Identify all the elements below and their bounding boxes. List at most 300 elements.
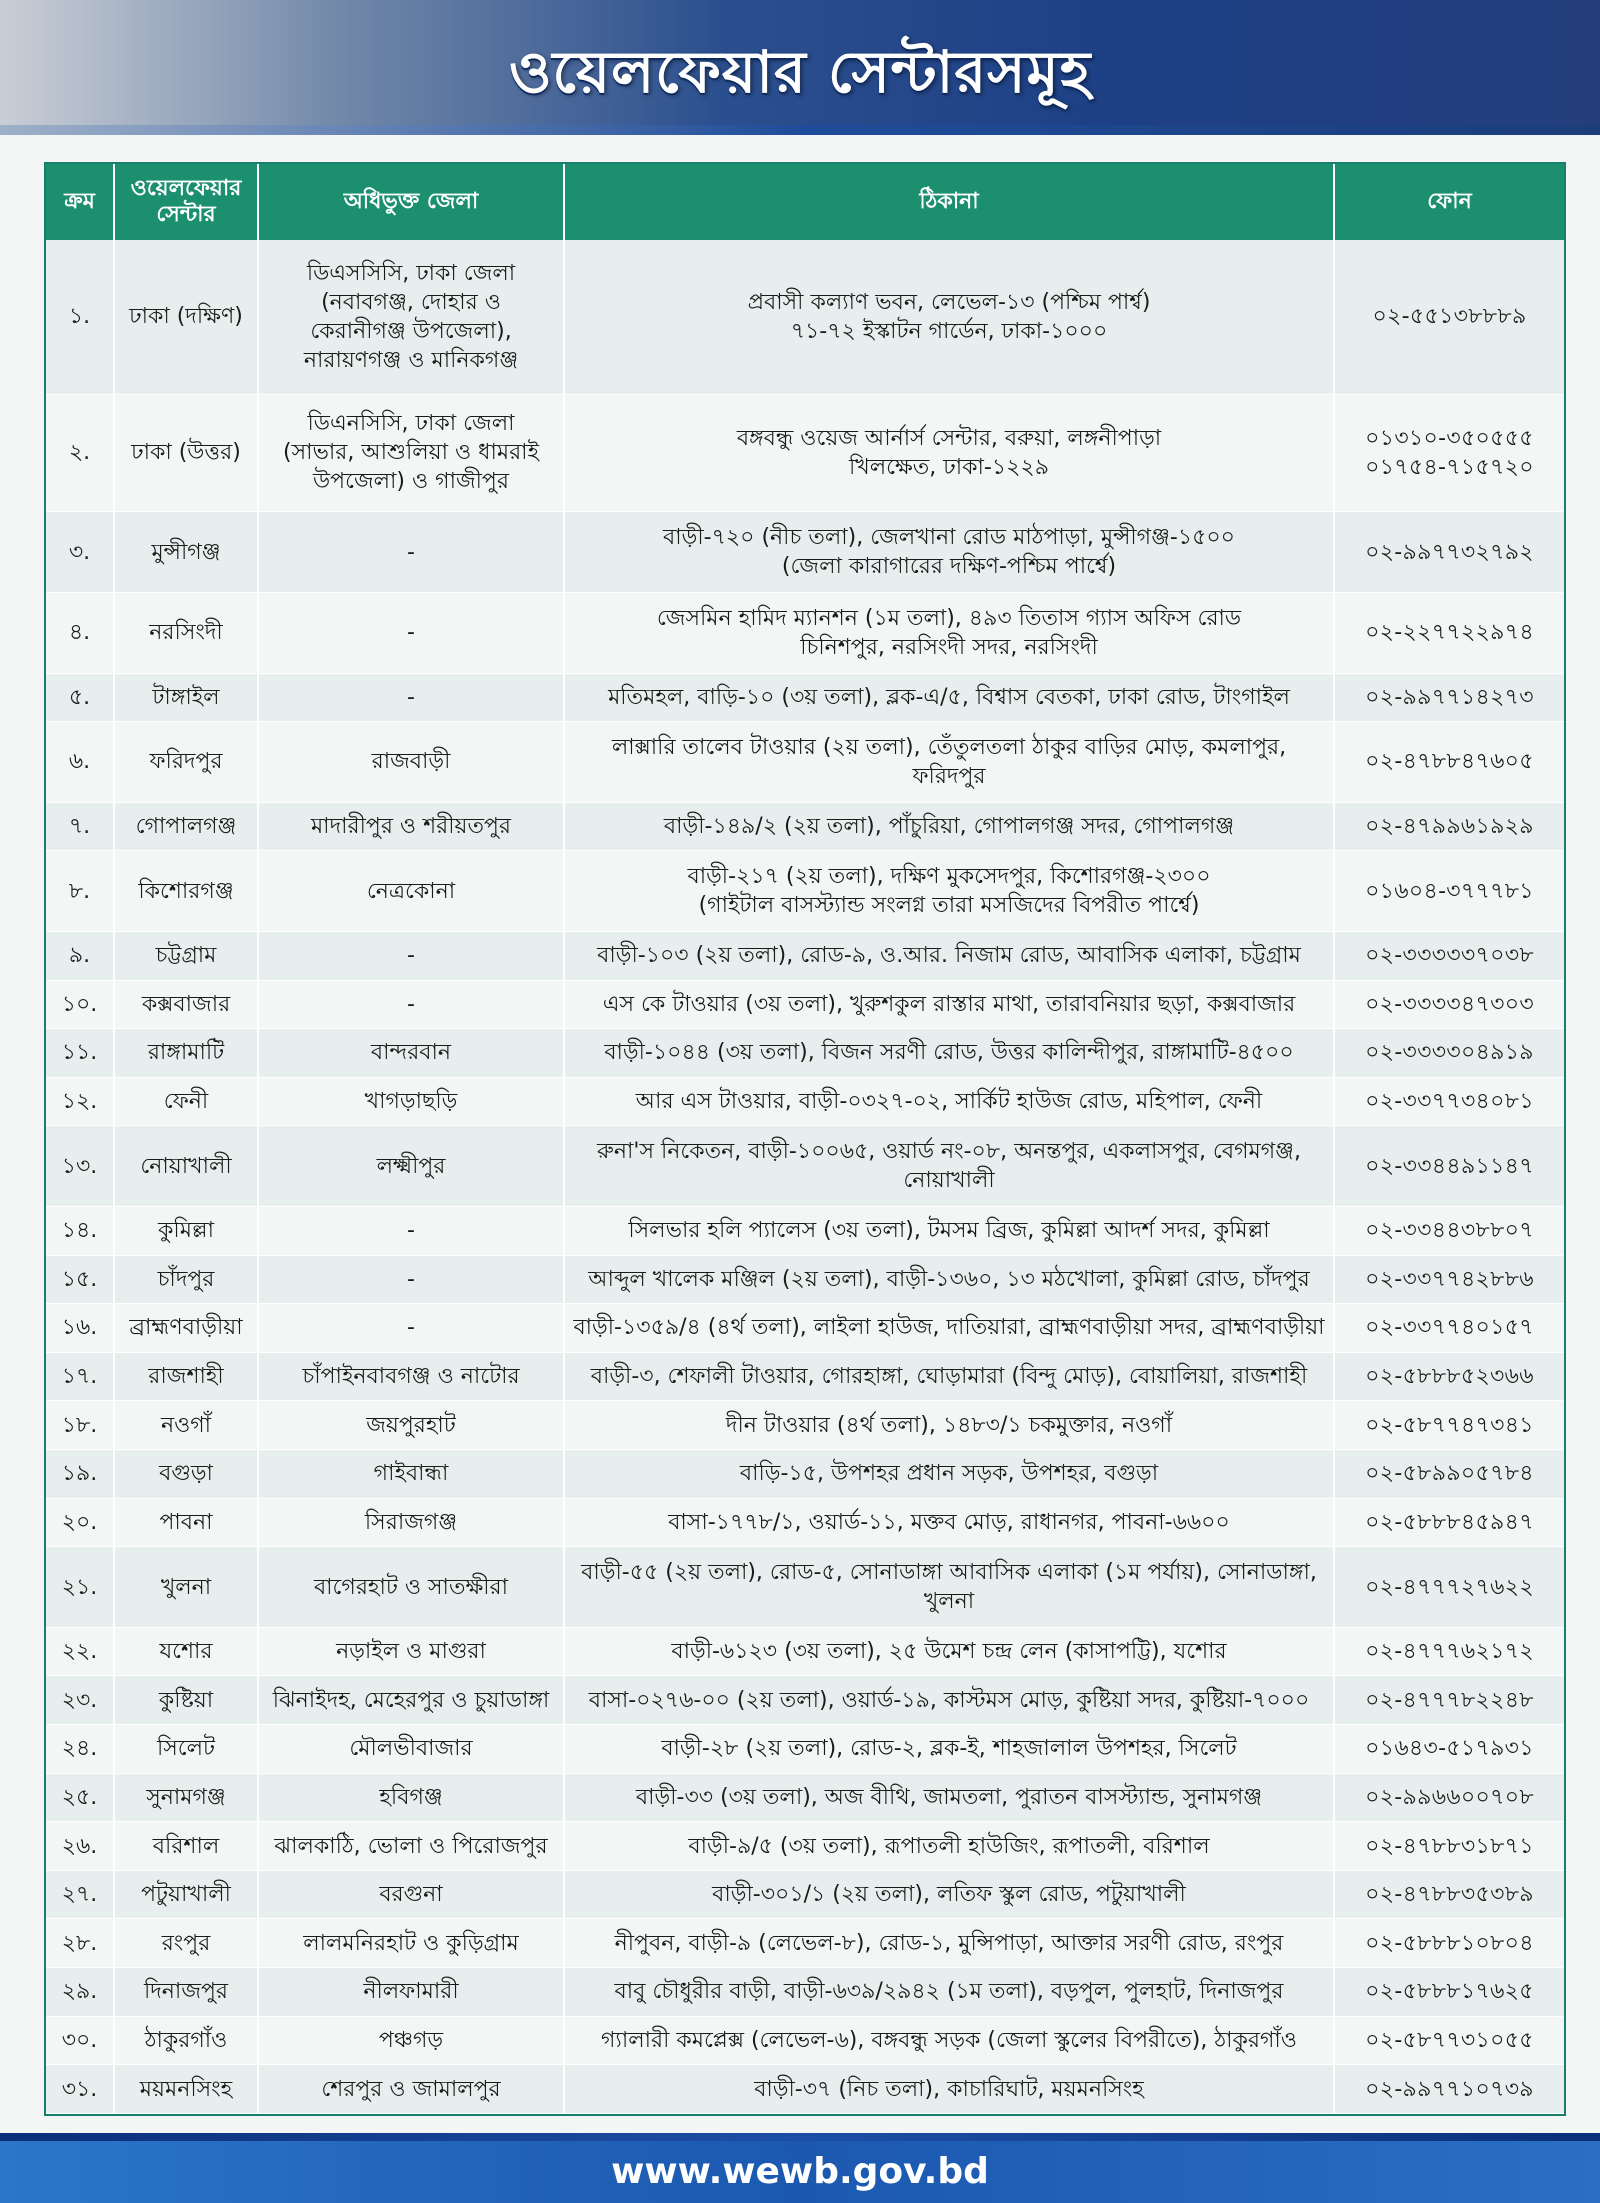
cell-districts	[258, 1255, 564, 1304]
welfare-centers-table-container	[44, 162, 1566, 2116]
district-line: বরগুনা	[379, 1882, 443, 1908]
district-line: ঝালকাঠি, ভোলা ও পিরোজপুর	[274, 1833, 548, 1859]
district-line: শেরপুর ও জামালপুর	[321, 2076, 501, 2102]
cell-serial: ৩১.	[46, 2065, 114, 2114]
table-row	[46, 240, 1564, 394]
cell-phone	[1334, 1077, 1564, 1126]
cell-districts	[258, 722, 564, 803]
phone-number[interactable]: ০২-৫৮৭৭৩১০৫৫	[1365, 2027, 1534, 2053]
cell-districts	[258, 673, 564, 722]
cell-center: মুন্সীগঞ্জ	[114, 512, 258, 593]
cell-center: ঠাকুরগাঁও	[114, 2016, 258, 2065]
table-row	[46, 2065, 1564, 2114]
district-line: (সাভার, আশুলিয়া ও ধামরাই	[282, 440, 539, 466]
cell-phone	[1334, 851, 1564, 932]
table-body	[46, 240, 1564, 2114]
cell-districts	[258, 2065, 564, 2114]
district-line: লক্ষ্মীপুর	[376, 1153, 446, 1179]
cell-serial: ২২.	[46, 1627, 114, 1676]
cell-phone	[1334, 802, 1564, 851]
district-line: (নবাবগঞ্জ, দোহার ও	[321, 289, 501, 315]
cell-address	[564, 394, 1334, 512]
cell-serial: ৩০.	[46, 2016, 114, 2065]
cell-districts	[258, 1725, 564, 1774]
header-banner	[0, 0, 1600, 135]
cell-districts	[258, 1547, 564, 1628]
address-line: বঙ্গবন্ধু ওয়েজ আর্নার্স সেন্টার, বরুয়া, লঙ্গনীপাড়া	[736, 425, 1162, 451]
district-line: লালমনিরহাট ও কুড়িগ্রাম	[303, 1930, 519, 1956]
cell-address	[564, 1870, 1334, 1919]
table-row	[46, 802, 1564, 851]
page-title: ওয়েলফেয়ার সেন্টারসমূহ	[508, 38, 1092, 106]
table-row	[46, 1401, 1564, 1450]
phone-number[interactable]: ০২-৯৯৭৭১৪২৭৩	[1365, 684, 1534, 710]
cell-center: কুমিল্লা	[114, 1206, 258, 1255]
cell-address	[564, 1304, 1334, 1353]
cell-address	[564, 1725, 1334, 1774]
phone-number[interactable]: ০২-৩৩৭৭৪০১৫৭	[1365, 1315, 1534, 1341]
district-line: -	[407, 684, 415, 710]
cell-districts	[258, 1126, 564, 1207]
cell-phone	[1334, 1919, 1564, 1968]
cell-districts	[258, 1822, 564, 1871]
address-line: বাড়ী-৬১২৩ (৩য় তলা), ২৫ উমেশ চন্দ্র লেন (কাসাপট্টি), যশোর	[671, 1639, 1227, 1665]
district-line: মৌলভীবাজার	[349, 1736, 473, 1762]
cell-serial: ১৬.	[46, 1304, 114, 1353]
cell-districts	[258, 1919, 564, 1968]
cell-address	[564, 1126, 1334, 1207]
address-line: রুনা'স নিকেতন, বাড়ী-১০০৬৫, ওয়ার্ড নং-০৮, অনন্তপুর, একলাসপুর, বেগমগঞ্জ, নোয়াখালী	[597, 1139, 1301, 1194]
cell-serial: ৭.	[46, 802, 114, 851]
cell-phone	[1334, 931, 1564, 980]
table-row	[46, 1627, 1564, 1676]
cell-serial: ৪.	[46, 592, 114, 673]
cell-serial: ২.	[46, 394, 114, 512]
district-line: হবিগঞ্জ	[379, 1784, 443, 1810]
cell-address	[564, 1773, 1334, 1822]
address-line: বাড়ী-৩, শেফালী টাওয়ার, গোরহাঙ্গা, ঘোড়ামারা (বিন্দু মোড়), বোয়ালিয়া, রাজশাহী	[590, 1364, 1308, 1390]
phone-number[interactable]: ০২-৪৭৭৭৮২২৪৮	[1365, 1687, 1534, 1713]
cell-address	[564, 2016, 1334, 2065]
phone-number[interactable]: ০২-৪৭৮৮৪৭৬০৫	[1365, 749, 1534, 775]
table-row	[46, 1206, 1564, 1255]
district-line: নীলফামারী	[363, 1979, 459, 2005]
cell-districts	[258, 1077, 564, 1126]
phone-number[interactable]: ০২-৩৩৪৪৯১১৪৭	[1365, 1153, 1534, 1179]
cell-districts	[258, 802, 564, 851]
district-line: -	[407, 1266, 415, 1292]
table-row	[46, 1919, 1564, 1968]
cell-address	[564, 1352, 1334, 1401]
cell-districts	[258, 1870, 564, 1919]
cell-address	[564, 592, 1334, 673]
table-row	[46, 1352, 1564, 1401]
cell-serial: ২৭.	[46, 1870, 114, 1919]
phone-number[interactable]: ০২-৪৭৮৮৩৫৩৮৯	[1365, 1882, 1534, 1908]
cell-center: কক্সবাজার	[114, 980, 258, 1029]
address-line: বাড়ী-৩০১/১ (২য় তলা), লতিফ স্কুল রোড, পটুয়াখালী	[712, 1882, 1186, 1908]
cell-serial: ৮.	[46, 851, 114, 932]
district-line: নারায়ণগঞ্জ ও মানিকগঞ্জ	[303, 347, 519, 373]
phone-number[interactable]: ০২-৩৩৩৩০৪৯১৯	[1365, 1040, 1534, 1066]
address-line: বাড়ী-৫৫ (২য় তলা), রোড-৫, সোনাডাঙ্গা আবাসিক এলাকা (১ম পর্যায়), সোনাডাঙ্গা, খুলনা	[581, 1560, 1317, 1615]
district-line: ডিএসসিসি, ঢাকা জেলা	[306, 260, 516, 286]
header-districts: অধিভুক্ত জেলা	[258, 164, 564, 240]
cell-address	[564, 931, 1334, 980]
table-row	[46, 1450, 1564, 1499]
cell-address	[564, 1676, 1334, 1725]
address-line: বাসা-০২৭৬-০০ (২য় তলা), ওয়ার্ড-১৯, কাস্টমস মোড়, কুষ্টিয়া সদর, কুষ্টিয়া-৭০০০	[588, 1687, 1310, 1713]
table-row	[46, 1304, 1564, 1353]
cell-serial: ১৭.	[46, 1352, 114, 1401]
phone-number[interactable]: ০২-৫৫১৩৮৮৮৯	[1372, 304, 1527, 330]
address-line: গ্যালারী কমপ্লেক্স (লেভেল-৬), বঙ্গবন্ধু সড়ক (জেলা স্কুলের বিপরীতে), ঠাকুরগাঁও	[601, 2027, 1297, 2053]
phone-number[interactable]: ০১৩১০-৩৫০৫৫৫	[1365, 425, 1534, 451]
cell-address	[564, 1547, 1334, 1628]
address-line: বাড়ী-১৩৫৯/৪ (৪র্থ তলা), লাইলা হাউজ, দাতিয়ারা, ব্রাহ্মণবাড়ীয়া সদর, ব্রাহ্মণবাড়ীয়া	[573, 1315, 1325, 1341]
cell-center: ঢাকা (দক্ষিণ)	[114, 240, 258, 394]
cell-serial: ২৬.	[46, 1822, 114, 1871]
address-line: বাড়ী-৩৭ (নিচ তলা), কাচারিঘাট, ময়মনসিংহ	[754, 2076, 1144, 2102]
cell-phone	[1334, 1401, 1564, 1450]
footer-banner	[0, 2141, 1600, 2203]
cell-serial: ১.	[46, 240, 114, 394]
cell-center: পটুয়াখালী	[114, 1870, 258, 1919]
cell-address	[564, 980, 1334, 1029]
address-line: (গাইটাল বাসস্ট্যান্ড সংলগ্ন তারা মসজিদের বিপরীত পার্শ্বে)	[698, 893, 1200, 919]
cell-districts	[258, 1450, 564, 1499]
cell-districts	[258, 1498, 564, 1547]
cell-districts	[258, 1627, 564, 1676]
table-row	[46, 1773, 1564, 1822]
district-line: ডিএনসিসি, ঢাকা জেলা	[307, 411, 515, 437]
table-row	[46, 2016, 1564, 2065]
cell-districts	[258, 1206, 564, 1255]
phone-number[interactable]: ০২-৩৩৪৪৩৮৮০৭	[1365, 1218, 1534, 1244]
district-line: -	[407, 991, 415, 1017]
table-row	[46, 592, 1564, 673]
cell-address	[564, 722, 1334, 803]
district-line: ঝিনাইদহ, মেহেরপুর ও চুয়াডাঙ্গা	[272, 1687, 550, 1713]
cell-phone	[1334, 1206, 1564, 1255]
address-line: বাসা-১৭৭৮/১, ওয়ার্ড-১১, মক্তব মোড়, রাধানগর, পাবনা-৬৬০০	[668, 1509, 1230, 1535]
address-line: লাক্সারি তালেব টাওয়ার (২য় তলা), তেঁতুলতলা ঠাকুর বাড়ির মোড়, কমলাপুর, ফরিদপুর	[611, 734, 1287, 789]
phone-number[interactable]: ০২-৫৮৮৮৫২৩৬৬	[1365, 1364, 1534, 1390]
cell-center: পাবনা	[114, 1498, 258, 1547]
phone-number[interactable]: ০২-৪৭৭৭৬২১৭২	[1365, 1639, 1534, 1665]
district-line: -	[407, 1218, 415, 1244]
cell-address	[564, 2065, 1334, 2114]
cell-districts	[258, 1352, 564, 1401]
district-line: গাইবান্ধা	[373, 1461, 449, 1487]
cell-districts	[258, 592, 564, 673]
address-line: (জেলা কারাগারের দক্ষিণ-পশ্চিম পার্শ্বে)	[781, 554, 1117, 580]
cell-center: সুনামগঞ্জ	[114, 1773, 258, 1822]
cell-phone	[1334, 673, 1564, 722]
table-row	[46, 931, 1564, 980]
phone-number[interactable]: ০২-৩৩৭৭৩৪০৮১	[1365, 1089, 1534, 1115]
district-line: বাগেরহাট ও সাতক্ষীরা	[313, 1574, 509, 1600]
header-serial: ক্রম	[46, 164, 114, 240]
cell-phone	[1334, 1498, 1564, 1547]
welfare-centers-table	[46, 164, 1564, 2114]
address-line: বাড়ী-৯/৫ (৩য় তলা), রূপাতলী হাউজিং, রূপাতলী, বরিশাল	[688, 1833, 1210, 1859]
cell-districts	[258, 1676, 564, 1725]
phone-number[interactable]: ০২-৪৭৯৯৬১৯২৯	[1365, 814, 1534, 840]
cell-address	[564, 1450, 1334, 1499]
table-row	[46, 1498, 1564, 1547]
phone-number[interactable]: ০১৬৪৩-৫১৭৯৩১	[1365, 1736, 1534, 1762]
cell-center: রাজশাহী	[114, 1352, 258, 1401]
cell-center: ঢাকা (উত্তর)	[114, 394, 258, 512]
cell-districts	[258, 394, 564, 512]
phone-number[interactable]: ০২-৯৯৭৭৩২৭৯২	[1365, 539, 1534, 565]
table-header-row	[46, 164, 1564, 240]
phone-number[interactable]: ০১৬০৪-৩৭৭৭৮১	[1365, 878, 1534, 904]
cell-serial: ১০.	[46, 980, 114, 1029]
table-row	[46, 1255, 1564, 1304]
table-row	[46, 1968, 1564, 2017]
cell-phone	[1334, 1304, 1564, 1353]
cell-serial: ১৫.	[46, 1255, 114, 1304]
cell-phone	[1334, 512, 1564, 593]
cell-phone	[1334, 1725, 1564, 1774]
cell-phone	[1334, 1029, 1564, 1078]
district-line: নড়াইল ও মাগুরা	[336, 1639, 486, 1665]
cell-phone	[1334, 1450, 1564, 1499]
cell-address	[564, 240, 1334, 394]
cell-serial: ৬.	[46, 722, 114, 803]
cell-serial: ৫.	[46, 673, 114, 722]
phone-number[interactable]: ০২-৫৮৯৯০৫৭৮৪	[1365, 1461, 1534, 1487]
cell-address	[564, 1077, 1334, 1126]
cell-center: টাঙ্গাইল	[114, 673, 258, 722]
cell-districts	[258, 851, 564, 932]
address-line: খিলক্ষেত, ঢাকা-১২২৯	[849, 454, 1049, 480]
district-line: কেরানীগঞ্জ উপজেলা),	[310, 318, 512, 344]
district-line: নেত্রকোনা	[366, 878, 456, 904]
cell-serial: ১৩.	[46, 1126, 114, 1207]
cell-serial: ২৫.	[46, 1773, 114, 1822]
table-row	[46, 1870, 1564, 1919]
cell-phone	[1334, 592, 1564, 673]
address-line: এস কে টাওয়ার (৩য় তলা), খুরুশকুল রাস্তার মাথা, তারাবনিয়ার ছড়া, কক্সবাজার	[602, 991, 1296, 1017]
address-line: বাবু চৌধুরীর বাড়ী, বাড়ী-৬৩৯/২৯৪২ (১ম তলা), বড়পুল, পুলহাট, দিনাজপুর	[614, 1979, 1284, 2005]
cell-phone	[1334, 1627, 1564, 1676]
phone-number[interactable]: ০২-৯৯৭৭১০৭৩৯	[1365, 2076, 1534, 2102]
cell-center: যশোর	[114, 1627, 258, 1676]
cell-serial: ২৪.	[46, 1725, 114, 1774]
cell-center: বগুড়া	[114, 1450, 258, 1499]
cell-districts	[258, 1401, 564, 1450]
cell-center: নওগাঁ	[114, 1401, 258, 1450]
cell-serial: ১৮.	[46, 1401, 114, 1450]
district-line: -	[407, 539, 415, 565]
address-line: বাড়ী-৩৩ (৩য় তলা), অজ বীথি, জামতলা, পুরাতন বাসস্ট্যান্ড, সুনামগঞ্জ	[635, 1784, 1263, 1810]
phone-number[interactable]: ০২-২২৭৭২২৯৭৪	[1365, 620, 1534, 646]
table-row	[46, 1077, 1564, 1126]
cell-phone	[1334, 1126, 1564, 1207]
cell-address	[564, 673, 1334, 722]
cell-serial: ৯.	[46, 931, 114, 980]
header-address: ঠিকানা	[564, 164, 1334, 240]
cell-address	[564, 1255, 1334, 1304]
cell-center: রাঙ্গামাটি	[114, 1029, 258, 1078]
cell-serial: ৩.	[46, 512, 114, 593]
phone-number[interactable]: ০১৭৫৪-৭১৫৭২০	[1365, 454, 1534, 480]
cell-center: ময়মনসিংহ	[114, 2065, 258, 2114]
cell-phone	[1334, 722, 1564, 803]
address-line: বাড়ী-১০৪৪ (৩য় তলা), বিজন সরণী রোড, উত্তর কালিন্দীপুর, রাঙ্গামাটি-৪৫০০	[604, 1040, 1294, 1066]
address-line: ৭১-৭২ ইস্কাটন গার্ডেন, ঢাকা-১০০০	[790, 318, 1108, 344]
website-link[interactable]: www.wewb.gov.bd	[611, 2151, 989, 2192]
cell-center: কিশোরগঞ্জ	[114, 851, 258, 932]
table-row	[46, 1822, 1564, 1871]
cell-center: গোপালগঞ্জ	[114, 802, 258, 851]
district-line: পঞ্চগড়	[378, 2027, 444, 2053]
cell-serial: ১২.	[46, 1077, 114, 1126]
cell-phone	[1334, 1870, 1564, 1919]
cell-address	[564, 1498, 1334, 1547]
district-line: সিরাজগঞ্জ	[364, 1509, 458, 1535]
district-line: -	[407, 943, 415, 969]
cell-serial: ২৩.	[46, 1676, 114, 1725]
cell-center: চট্টগ্রাম	[114, 931, 258, 980]
cell-address	[564, 512, 1334, 593]
cell-center: সিলেট	[114, 1725, 258, 1774]
cell-center: নরসিংদী	[114, 592, 258, 673]
cell-address	[564, 1919, 1334, 1968]
cell-center: রংপুর	[114, 1919, 258, 1968]
cell-districts	[258, 931, 564, 980]
cell-phone	[1334, 1676, 1564, 1725]
cell-districts	[258, 1773, 564, 1822]
phone-number[interactable]: ০২-৪৭৮৮৩১৮৭১	[1365, 1833, 1534, 1859]
cell-districts	[258, 1968, 564, 2017]
cell-center: ফেনী	[114, 1077, 258, 1126]
cell-center: দিনাজপুর	[114, 1968, 258, 2017]
address-line: বাড়ি-১৫, উপশহর প্রধান সড়ক, উপশহর, বগুড়া	[739, 1461, 1159, 1487]
address-line: বাড়ী-২৮ (২য় তলা), রোড-২, ব্লক-ই, শাহজালাল উপশহর, সিলেট	[661, 1736, 1237, 1762]
cell-serial: ১১.	[46, 1029, 114, 1078]
cell-serial: ২৮.	[46, 1919, 114, 1968]
phone-number[interactable]: ০২-৩৩৭৭৪২৮৮৬	[1365, 1266, 1534, 1292]
district-line: বান্দরবান	[370, 1040, 452, 1066]
cell-center: খুলনা	[114, 1547, 258, 1628]
cell-address	[564, 1029, 1334, 1078]
district-line: জয়পুরহাট	[366, 1412, 456, 1438]
address-line: বাড়ী-২১৭ (২য় তলা), দক্ষিণ মুকসেদপুর, কিশোরগঞ্জ-২৩০০	[687, 864, 1211, 890]
district-line: রাজবাড়ী	[371, 749, 451, 775]
cell-phone	[1334, 1255, 1564, 1304]
table-header	[46, 164, 1564, 240]
cell-phone	[1334, 980, 1564, 1029]
table-row	[46, 1725, 1564, 1774]
address-line: আব্দুল খালেক মঞ্জিল (২য় তলা), বাড়ী-১৩৬০, ১৩ মঠখোলা, কুমিল্লা রোড, চাঁদপুর	[588, 1266, 1310, 1292]
cell-serial: ১৪.	[46, 1206, 114, 1255]
phone-number[interactable]: ০২-৫৮৮৮৪৫৯৪৭	[1365, 1509, 1534, 1535]
header-center: ওয়েলফেয়ার সেন্টার	[114, 164, 258, 240]
cell-districts	[258, 240, 564, 394]
district-line: চাঁপাইনবাবগঞ্জ ও নাটোর	[302, 1364, 520, 1390]
phone-number[interactable]: ০২-৫৮৭৭৪৭৩৪১	[1365, 1412, 1534, 1438]
cell-center: নোয়াখালী	[114, 1126, 258, 1207]
cell-phone	[1334, 1822, 1564, 1871]
phone-number[interactable]: ০২-৫৮৮৮১০৮০৪	[1365, 1930, 1534, 1956]
cell-serial: ২৯.	[46, 1968, 114, 2017]
cell-districts	[258, 1029, 564, 1078]
phone-number[interactable]: ০২-৫৮৮৮১৭৬২৫	[1365, 1979, 1534, 2005]
table-row	[46, 980, 1564, 1029]
address-line: মতিমহল, বাড়ি-১০ (৩য় তলা), ব্লক-এ/৫, বিশ্বাস বেতকা, ঢাকা রোড, টাংগাইল	[608, 684, 1290, 710]
cell-phone	[1334, 1968, 1564, 2017]
cell-districts	[258, 2016, 564, 2065]
cell-address	[564, 851, 1334, 932]
cell-districts	[258, 512, 564, 593]
cell-phone	[1334, 1547, 1564, 1628]
cell-address	[564, 1206, 1334, 1255]
table-row	[46, 851, 1564, 932]
cell-center: ব্রাহ্মণবাড়ীয়া	[114, 1304, 258, 1353]
table-row	[46, 1126, 1564, 1207]
cell-address	[564, 1401, 1334, 1450]
cell-districts	[258, 980, 564, 1029]
cell-address	[564, 1822, 1334, 1871]
cell-phone	[1334, 2016, 1564, 2065]
cell-districts	[258, 1304, 564, 1353]
phone-number[interactable]: ০২-৯৯৬৬০০৭০৮	[1365, 1784, 1534, 1810]
address-line: দীন টাওয়ার (৪র্থ তলা), ১৪৮৩/১ চকমুক্তার, নওগাঁ	[725, 1412, 1173, 1438]
cell-address	[564, 802, 1334, 851]
address-line: আর এস টাওয়ার, বাড়ী-০৩২৭-০২, সার্কিট হাউজ রোড, মহিপাল, ফেনী	[635, 1089, 1263, 1115]
table-row	[46, 512, 1564, 593]
cell-phone	[1334, 394, 1564, 512]
address-line: প্রবাসী কল্যাণ ভবন, লেভেল-১৩ (পশ্চিম পার্শ্ব)	[747, 289, 1151, 315]
cell-phone	[1334, 2065, 1564, 2114]
table-row	[46, 722, 1564, 803]
cell-serial: ২০.	[46, 1498, 114, 1547]
table-row	[46, 673, 1564, 722]
table-row	[46, 1547, 1564, 1628]
phone-number[interactable]: ০২-৩৩৩৩৪৭৩০৩	[1365, 991, 1534, 1017]
cell-phone	[1334, 1773, 1564, 1822]
phone-number[interactable]: ০২-৪৭৭৭২৭৬২২	[1365, 1574, 1534, 1600]
address-line: জেসমিন হামিদ ম্যানশন (১ম তলা), ৪৯৩ তিতাস গ্যাস অফিস রোড	[656, 605, 1242, 631]
cell-phone	[1334, 1352, 1564, 1401]
cell-address	[564, 1968, 1334, 2017]
address-line: সিলভার হলি প্যালেস (৩য় তলা), টমসম ব্রিজ, কুমিল্লা আদর্শ সদর, কুমিল্লা	[628, 1218, 1270, 1244]
cell-serial: ১৯.	[46, 1450, 114, 1499]
cell-center: বরিশাল	[114, 1822, 258, 1871]
cell-center: ফরিদপুর	[114, 722, 258, 803]
table-row	[46, 394, 1564, 512]
address-line: বাড়ী-১৪৯/২ (২য় তলা), পাঁচুরিয়া, গোপালগঞ্জ সদর, গোপালগঞ্জ	[663, 814, 1235, 840]
table-row	[46, 1029, 1564, 1078]
phone-number[interactable]: ০২-৩৩৩৩৩৭০৩৮	[1365, 943, 1534, 969]
district-line: উপজেলা) ও গাজীপুর	[313, 469, 509, 495]
address-line: চিনিশপুর, নরসিংদী সদর, নরসিংদী	[800, 634, 1098, 660]
address-line: বাড়ী-১০৩ (২য় তলা), রোড-৯, ও.আর. নিজাম রোড, আবাসিক এলাকা, চট্টগ্রাম	[597, 943, 1301, 969]
district-line: -	[407, 1315, 415, 1341]
address-line: নীপুবন, বাড়ী-৯ (লেভেল-৮), রোড-১, মুন্সিপাড়া, আক্তার সরণী রোড, রংপুর	[614, 1930, 1284, 1956]
district-line: -	[407, 620, 415, 646]
district-line: মাদারীপুর ও শরীয়তপুর	[310, 814, 512, 840]
address-line: বাড়ী-৭২০ (নীচ তলা), জেলখানা রোড মাঠপাড়া, মুন্সীগঞ্জ-১৫০০	[663, 525, 1235, 551]
header-phone: ফোন	[1334, 164, 1564, 240]
cell-center: চাঁদপুর	[114, 1255, 258, 1304]
table-row	[46, 1676, 1564, 1725]
cell-center: কুষ্টিয়া	[114, 1676, 258, 1725]
